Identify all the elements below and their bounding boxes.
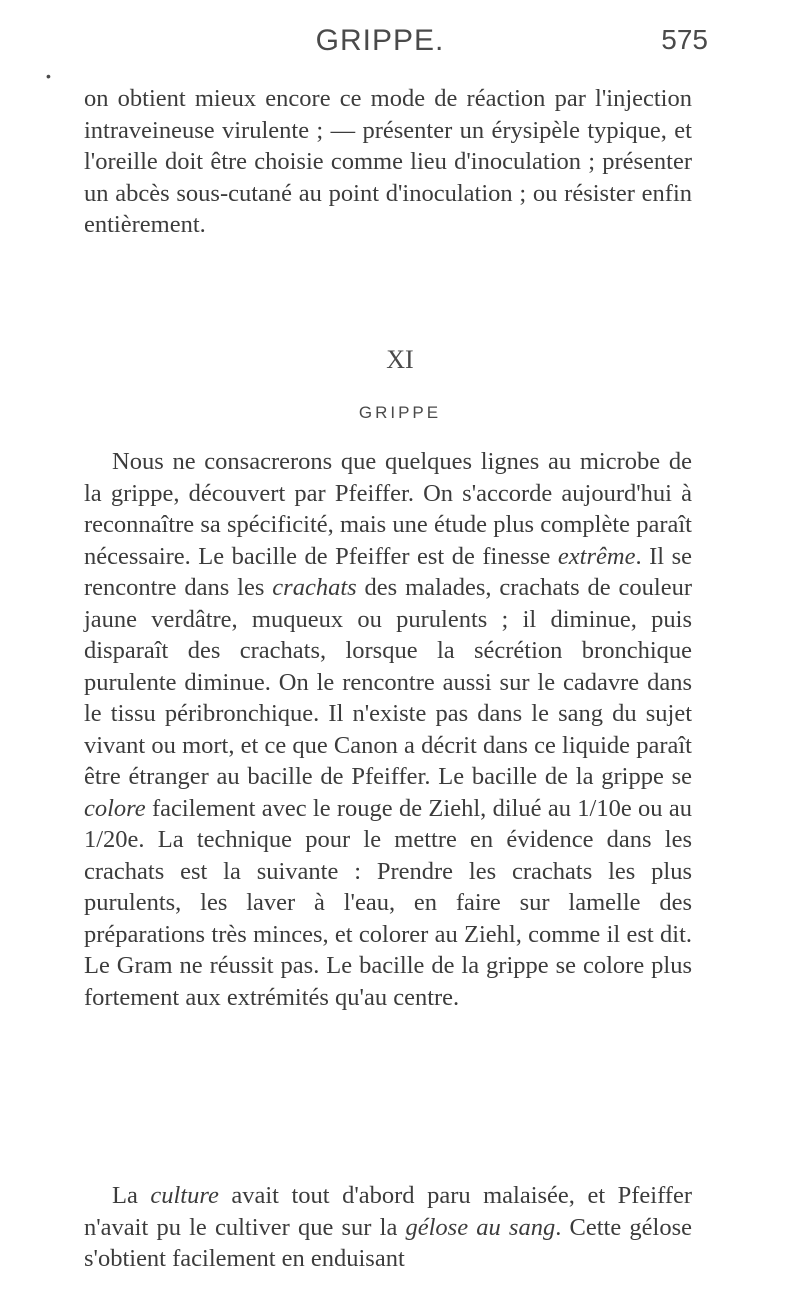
culture-text-3: . Cette gélose s'obtient facilement en enduisant — [84, 1213, 692, 1272]
main-italic-1: extrême — [557, 542, 636, 570]
culture-paragraph — [84, 1180, 692, 1275]
culture-italic-1: culture — [150, 1182, 219, 1209]
section-number: XI — [386, 345, 414, 374]
main-text-2: . Il se rencontre dans les — [84, 542, 692, 601]
culture-italic-2: gélose au sang — [405, 1213, 556, 1241]
culture-text-1: La — [112, 1182, 151, 1209]
culture-text-2: avait tout d'abord paru malaisée, et Pfeiffer n'avait pu le cultiver que sur la — [84, 1182, 693, 1241]
main-text-1: Nous ne consacrerons que quelques lignes au microbe de la grippe, découvert par Pfeiffer. On s'accorde aujourd'hui à reconnaître sa spécificité, mais une étude plus complète paraît nécessaire. Le bacille de Pfeiffer est de finesse — [84, 448, 692, 570]
running-head — [0, 24, 800, 64]
section-title: GRIPPE — [358, 403, 442, 422]
running-title: GRIPPE. — [315, 24, 445, 57]
main-italic-2: crachats — [272, 574, 357, 601]
page-number: 575 — [661, 24, 708, 55]
intro-paragraph: on obtient mieux encore ce mode de réaction par l'injection intraveineuse virulente ; — présenter un érysipèle typique, et l'oreille doit être choisie comme lieu d'inoculation ; présenter un abcès sous-cutané au point d'inoculation ; ou résister enfin entièrement. — [84, 85, 692, 238]
main-italic-3: colore — [84, 794, 146, 822]
main-paragraph — [84, 446, 692, 1013]
main-text-3: des malades, crachats de couleur jaune verdâtre, muqueux ou purulents ; il diminue, puis disparaît des crachats, lorsque la sécrétion bronchique purulente diminue. On le rencontre aussi sur le cadavre dans le tissu péribronchique. Il n'existe pas dans le sang du sujet vivant ou mort, et ce que Canon a décrit dans ce liquide paraît être étranger au bacille de Pfeiffer. Le bacille de la grippe se — [84, 574, 693, 790]
margin-bullet: • — [46, 68, 51, 84]
main-text-4: facilement avec le rouge de Ziehl, dilué au 1/10e ou au 1/20e. La technique pour le mettre en évidence dans les crachats est la suivante : Prendre les crachats les plus purulents, les laver à l'eau, en faire sur lamelle des préparations très minces, et colorer au Ziehl, comme il est dit. Le Gram ne réussit pas. Le bacille de la grippe se colore plus fortement aux extrémités qu'au centre. — [84, 794, 692, 1011]
